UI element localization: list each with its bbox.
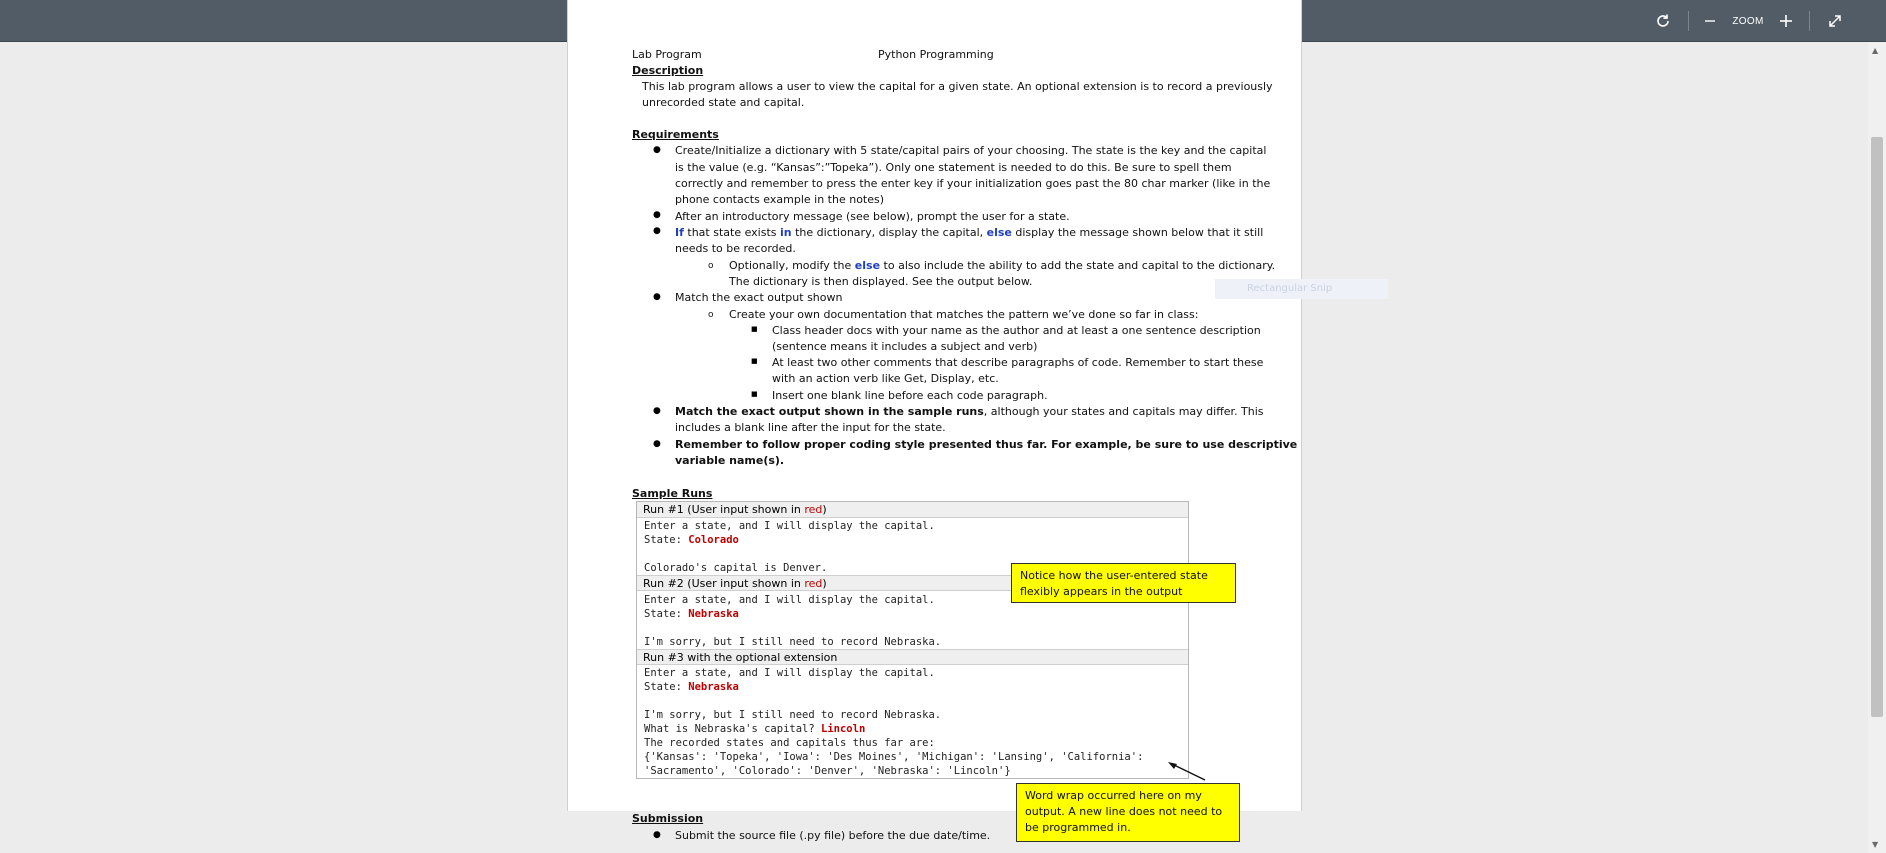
run1-output-line: State: Colorado [644, 534, 739, 546]
requirement-subtext: The dictionary is then displayed. See the output below. [729, 275, 1033, 288]
expand-icon[interactable] [1824, 0, 1846, 42]
zoom-in-icon[interactable] [1776, 0, 1796, 42]
sample-runs-heading: Sample Runs [632, 487, 713, 500]
scroll-down-icon[interactable]: ▼ [1872, 840, 1879, 849]
requirement-text: Match the exact output shown in the sample runs, although your states and capitals may differ. This [675, 405, 1264, 418]
bullet: ■ [751, 357, 758, 365]
sub-bullet: o [708, 310, 714, 320]
rectangular-snip-ghost: Rectangular Snip [1215, 279, 1388, 299]
requirement-text: If that state exists in the dictionary, display the capital, else display the message shown below that it still [675, 226, 1264, 239]
requirement-subtext: Optionally, modify the else to also include the ability to add the state and capital to the dictionary. [729, 259, 1276, 272]
callout-line: Notice how the user-entered state [1020, 569, 1208, 582]
bullet: ● [653, 439, 661, 449]
run1-output-line: Colorado's capital is Denver. [644, 562, 828, 574]
requirements-heading: Requirements [632, 128, 719, 141]
bullet: ● [653, 145, 661, 155]
run2-output-line: State: Nebraska [644, 608, 739, 620]
requirement-text: needs to be recorded. [675, 242, 796, 255]
callout-note [1011, 563, 1236, 603]
callout-line: flexibly appears in the output [1020, 585, 1183, 598]
refresh-icon[interactable] [1652, 0, 1674, 42]
requirement-subtext: Create your own documentation that matches the pattern we’ve done so far in class: [729, 308, 1199, 321]
requirement-text: includes a blank line after the input for the state. [675, 421, 946, 434]
bullet: ■ [751, 325, 758, 333]
run2-output-line: Enter a state, and I will display the capital. [644, 594, 935, 606]
zoom-out-icon[interactable] [1700, 0, 1720, 42]
toolbar-separator [1809, 11, 1810, 31]
scroll-up-icon[interactable]: ▲ [1872, 46, 1879, 55]
callout-line: be programmed in. [1025, 821, 1131, 834]
bullet: ● [653, 226, 661, 236]
requirement-subtext: Class header docs with your name as the author and at least a one sentence description [772, 324, 1261, 337]
requirement-subtext: At least two other comments that describe paragraphs of code. Remember to start these [772, 356, 1264, 369]
scrollbar-thumb[interactable] [1871, 137, 1883, 717]
zoom-label: ZOOM [1732, 15, 1764, 27]
bullet: ● [653, 210, 661, 220]
sub-bullet: o [708, 261, 714, 271]
run3-output-line: Enter a state, and I will display the capital. [644, 667, 935, 679]
requirement-text: is the value (e.g. “Kansas”:”Topeka”). Only one statement is needed to do this. Be sure to spell them [675, 161, 1232, 174]
run3-output-line: 'Sacramento', 'Colorado': 'Denver', 'Nebraska': 'Lincoln'} [644, 765, 1011, 777]
header-right: Python Programming [878, 48, 994, 61]
requirement-subtext: with an action verb like Get, Display, etc. [772, 372, 999, 385]
requirement-text: correctly and remember to press the enter key if your initialization goes past the 80 char marker (like in the [675, 177, 1271, 190]
run1-header: Run #1 (User input shown in red) [637, 502, 1188, 518]
submission-heading: Submission [632, 812, 704, 825]
run3-output-line: I'm sorry, but I still need to record Nebraska. [644, 709, 942, 721]
run3-output-line: The recorded states and capitals thus far are: [644, 737, 935, 749]
submission-text: Submit the source file (.py file) before the due date/time. [675, 829, 991, 842]
run1-output-line: Enter a state, and I will display the capital. [644, 520, 935, 532]
callout-note [1016, 783, 1240, 842]
requirement-text: phone contacts example in the notes) [675, 193, 885, 206]
description-line: This lab program allows a user to view the capital for a given state. An optional extension is to record a previously [642, 80, 1273, 93]
run3-output-line: State: Nebraska [644, 681, 739, 693]
requirement-subtext: (sentence means it includes a subject and verb) [772, 340, 1038, 353]
toolbar-separator [1688, 11, 1689, 31]
requirement-subtext: Insert one blank line before each code paragraph. [772, 389, 1048, 402]
description-line: unrecorded state and capital. [642, 96, 805, 109]
bullet: ■ [751, 390, 758, 398]
bullet: ● [653, 830, 661, 840]
run3-output-line: What is Nebraska's capital? Lincoln [644, 723, 866, 735]
bullet: ● [653, 292, 661, 302]
callout-line: Word wrap occurred here on my [1025, 789, 1202, 802]
header-left: Lab Program [632, 48, 702, 61]
requirement-text: Remember to follow proper coding style presented thus far. For example, be sure to use descriptive [675, 438, 1298, 451]
run3-header: Run #3 with the optional extension [637, 649, 1188, 665]
bullet: ● [653, 406, 661, 416]
requirement-text: variable name(s). [675, 454, 785, 467]
description-heading: Description [632, 64, 704, 77]
run3-output-line: {'Kansas': 'Topeka', 'Iowa': 'Des Moines', 'Michigan': 'Lansing', 'California': [644, 751, 1144, 763]
vertical-scrollbar[interactable] [1868, 42, 1886, 853]
callout-line: output. A new line does not need to [1025, 805, 1223, 818]
requirement-text: Match the exact output shown [675, 291, 843, 304]
run2-output-line: I'm sorry, but I still need to record Nebraska. [644, 636, 942, 648]
requirement-text: After an introductory message (see below), prompt the user for a state. [675, 210, 1070, 223]
run2-header: Run #2 (User input shown in red) [637, 575, 1188, 591]
requirement-text: Create/Initialize a dictionary with 5 state/capital pairs of your choosing. The state is the key and the capital [675, 144, 1267, 157]
